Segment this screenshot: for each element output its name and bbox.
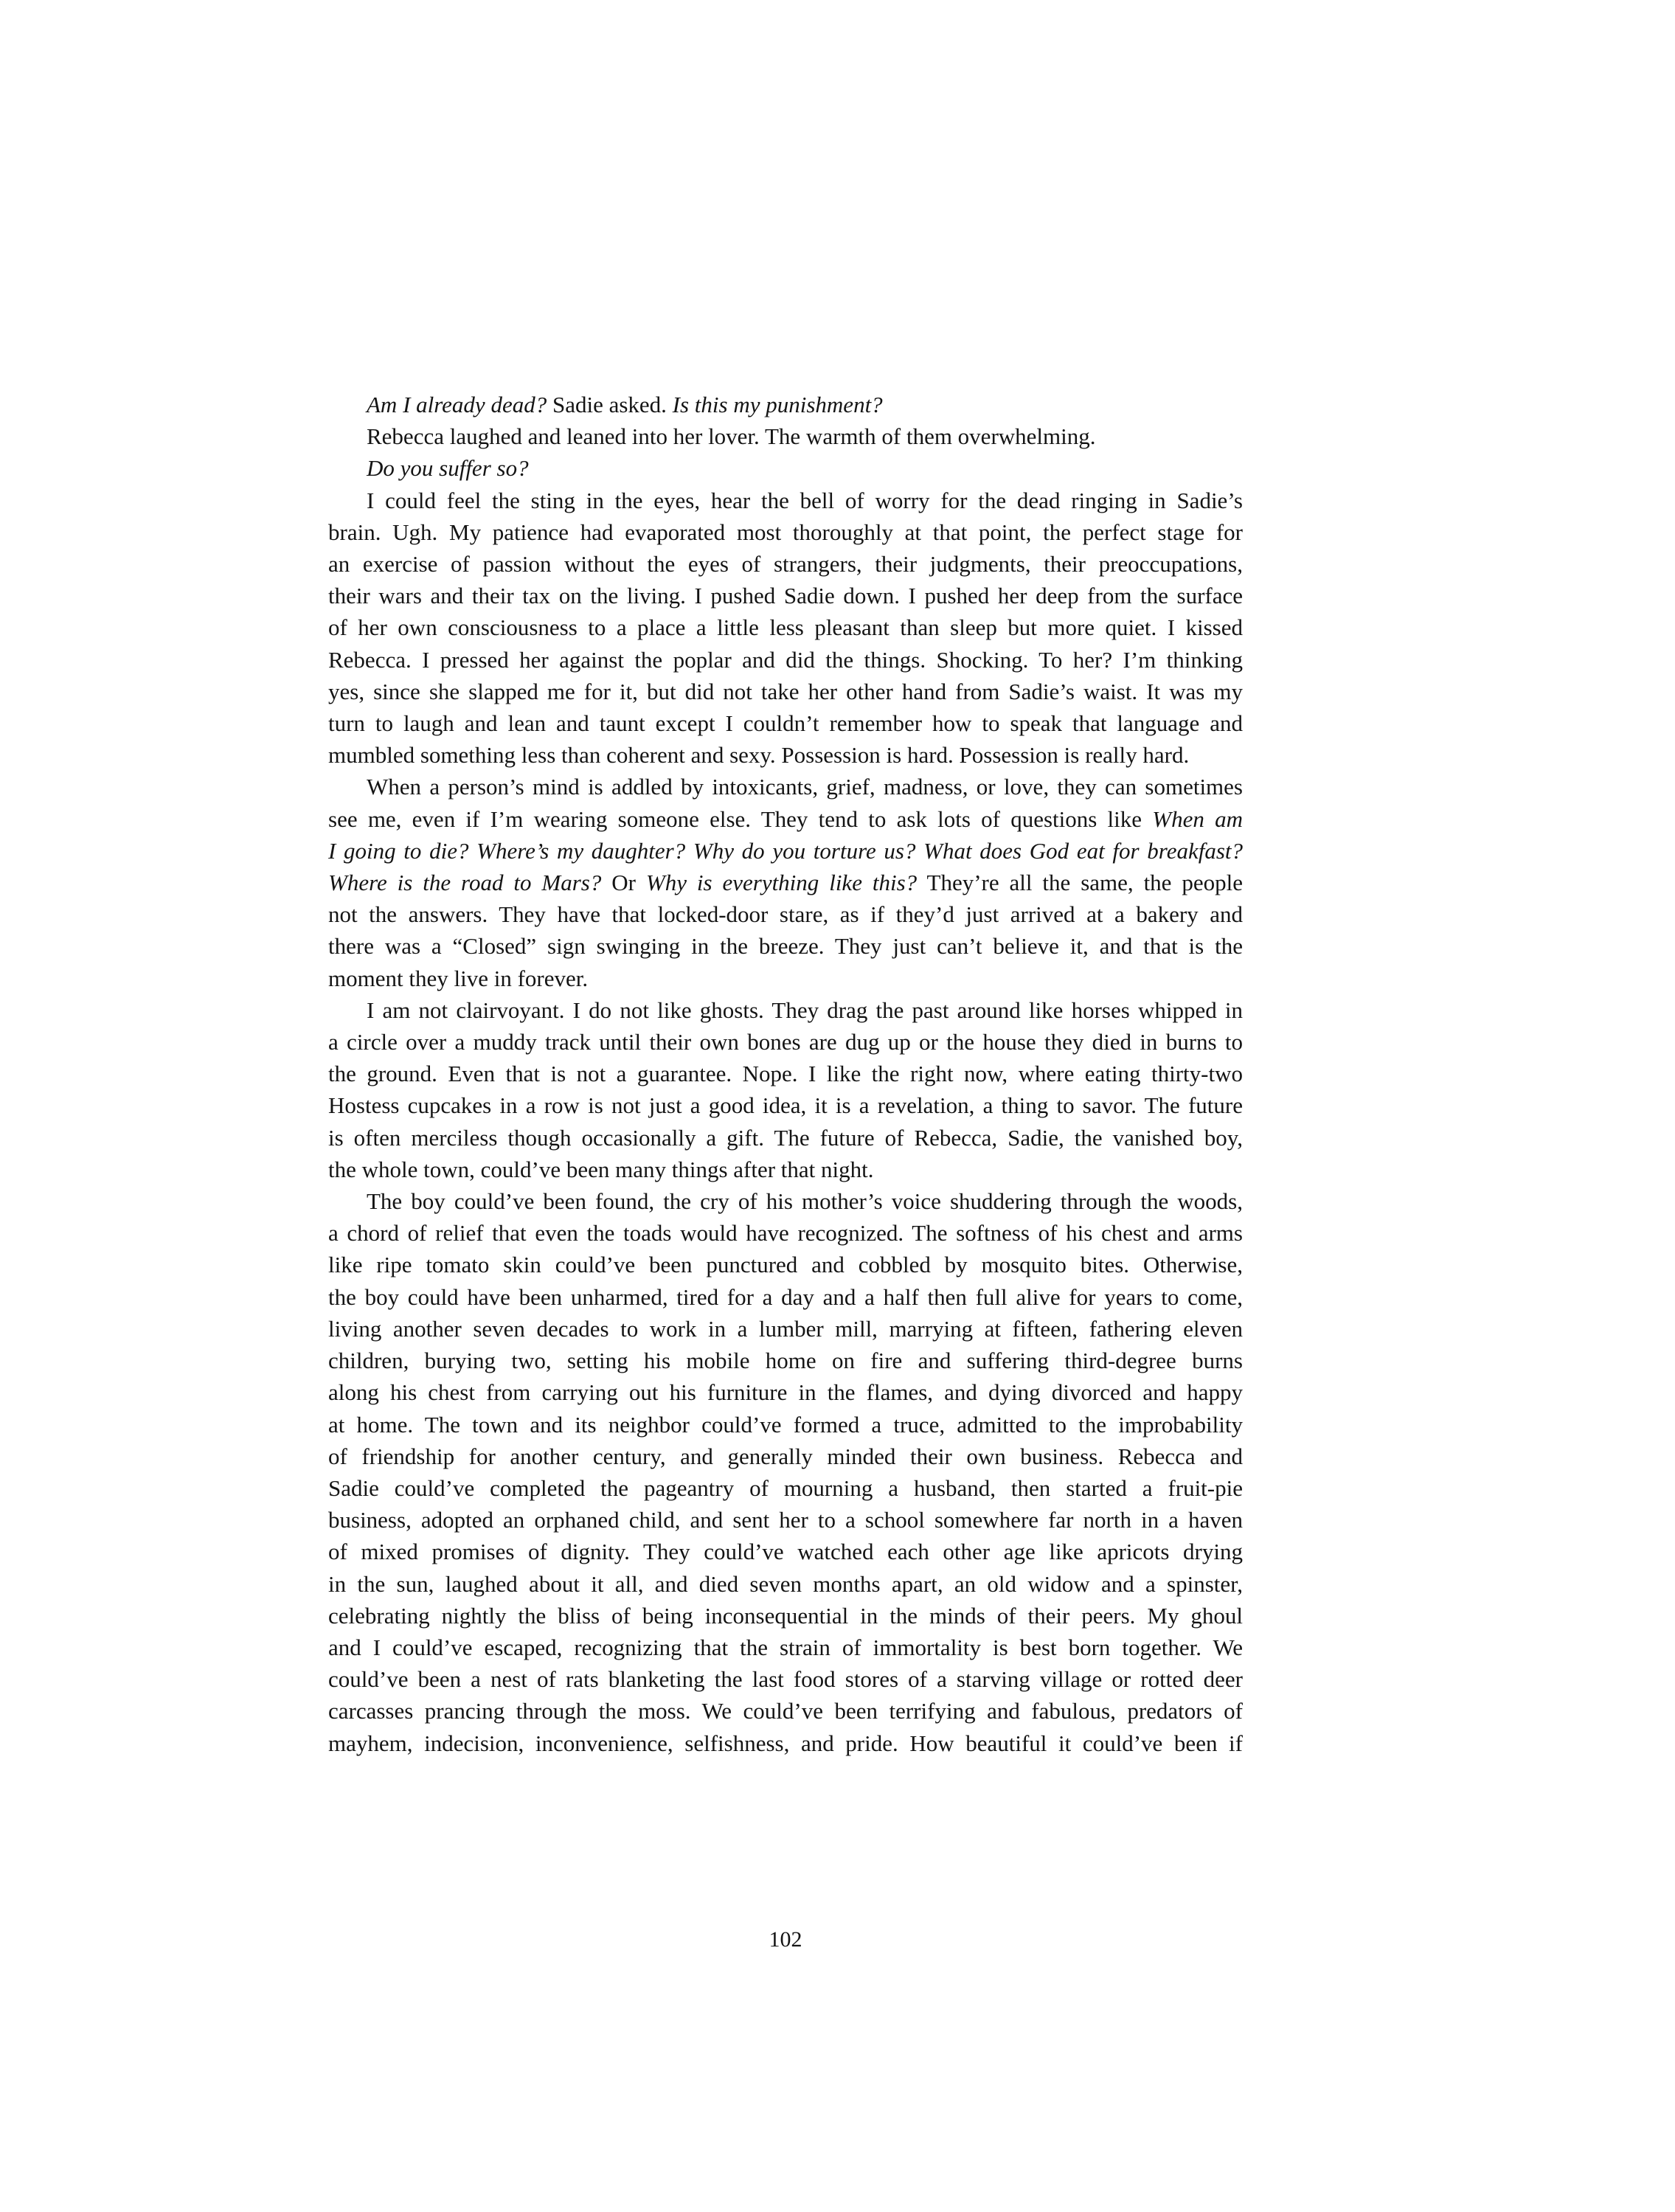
text-run: the boy could have been unharmed, tired for a day and a half then full alive for years to come, [328, 1283, 1243, 1310]
text-run: Rebecca laughed and leaned into her lover. The warmth of them overwhelming. [367, 423, 1096, 450]
paragraph [328, 389, 1243, 420]
text-line [328, 1281, 1243, 1313]
text-run: could’ve been a nest of rats blanketing the last food stores of a starving village or rotted deer [328, 1666, 1243, 1693]
paragraph [328, 485, 1243, 772]
paragraph [328, 994, 1243, 1185]
text-run: I could feel the sting in the eyes, hear the bell of worry for the dead ringing in Sadie’s [367, 487, 1243, 513]
italic-text-run: When am [1152, 805, 1243, 832]
italic-text-run: Why is everything like this? [645, 870, 918, 896]
text-line [328, 1026, 1243, 1058]
text-line [328, 1536, 1243, 1567]
text-run: a chord of relief that even the toads would have recognized. The softness of his chest and arms [328, 1220, 1243, 1247]
text-line [328, 771, 1243, 802]
text-run: business, adopted an orphaned child, and sent her to a school somewhere far north in a haven [328, 1507, 1243, 1533]
text-line [328, 739, 1243, 771]
italic-text-run: I going to die? Where’s my daughter? Why do you torture us? What does God eat for breakfast? [328, 837, 1243, 864]
text-line [328, 1600, 1243, 1632]
text-run: children, burying two, setting his mobile home on fire and suffering third-degree burns [328, 1348, 1243, 1374]
text-line [328, 1440, 1243, 1472]
paragraph [328, 1185, 1243, 1759]
text-run: like ripe tomato skin could’ve been punctured and cobbled by mosquito bites. Otherwise, [328, 1252, 1243, 1278]
italic-text-run: Am I already dead? [367, 392, 547, 417]
text-run: moment they live in forever. [328, 965, 589, 991]
text-run: the ground. Even that is not a guarantee. Nope. I like the right now, where eating thirty-two [328, 1061, 1243, 1087]
text-line [328, 835, 1243, 867]
text-line [328, 644, 1243, 676]
paragraph [328, 452, 1243, 484]
text-run: is often merciless though occasionally a gift. The future of Rebecca, Sadie, the vanished boy, [328, 1124, 1243, 1151]
text-run: turn to laugh and lean and taunt except I couldn’t remember how to speak that language and [328, 710, 1243, 737]
text-line [328, 803, 1243, 835]
text-line [328, 1058, 1243, 1089]
text-run: Rebecca. I pressed her against the poplar and did the things. Shocking. To her? I’m thinking [328, 646, 1243, 673]
text-line [328, 1376, 1243, 1408]
text-line [328, 1345, 1243, 1376]
text-line [328, 611, 1243, 643]
text-line [328, 1122, 1243, 1154]
text-line [328, 516, 1243, 548]
text-line [328, 867, 1243, 898]
text-run: along his chest from carrying out his furniture in the flames, and dying divorced and happy [328, 1379, 1243, 1406]
paragraph [328, 771, 1243, 994]
text-run: carcasses prancing through the moss. We could’ve been terrifying and fabulous, predators of [328, 1698, 1243, 1724]
text-run: Or [601, 870, 646, 896]
text-line [328, 1185, 1243, 1217]
text-line [328, 548, 1243, 580]
text-run: Sadie could’ve completed the pageantry of mourning a husband, then started a fruit-pie [328, 1474, 1243, 1501]
text-run: at home. The town and its neighbor could’ve formed a truce, admitted to the improbability [328, 1411, 1243, 1438]
text-line [328, 389, 1243, 420]
paragraph [328, 420, 1243, 452]
text-run: mumbled something less than coherent and sexy. Possession is hard. Possession is really hard. [328, 742, 1190, 769]
text-line [328, 1568, 1243, 1600]
text-run: there was a “Closed” sign swinging in the breeze. They just can’t believe it, and that is the [328, 933, 1243, 960]
text-run: their wars and their tax on the living. I pushed Sadie down. I pushed her deep from the surface [328, 583, 1243, 609]
text-line [328, 1472, 1243, 1504]
text-line [328, 485, 1243, 516]
text-run: Hostess cupcakes in a row is not just a good idea, it is a revelation, a thing to savor. The future [328, 1092, 1243, 1119]
text-line [328, 930, 1243, 962]
text-run: an exercise of passion without the eyes of strangers, their judgments, their preoccupations, [328, 551, 1243, 578]
text-run: in the sun, laughed about it all, and died seven months apart, an old widow and a spinster, [328, 1570, 1243, 1597]
text-run: When a person’s mind is addled by intoxicants, grief, madness, or love, they can sometimes [367, 774, 1243, 800]
text-line [328, 676, 1243, 707]
page-number: 102 [769, 1927, 802, 1952]
text-run: of her own consciousness to a place a little less pleasant than sleep but more quiet. I kissed [328, 614, 1243, 641]
text-run: celebrating nightly the bliss of being inconsequential in the minds of their peers. My ghoul [328, 1602, 1243, 1629]
text-line [328, 707, 1243, 739]
text-line [328, 452, 1243, 484]
text-run: a circle over a muddy track until their own bones are dug up or the house they died in burns to [328, 1029, 1243, 1055]
text-run: I am not clairvoyant. I do not like ghosts. They drag the past around like horses whipped in [367, 996, 1243, 1023]
text-line [328, 898, 1243, 930]
text-run: They’re all the same, the people [917, 870, 1243, 896]
text-line [328, 1727, 1243, 1759]
text-run: of friendship for another century, and generally minded their own business. Rebecca and [328, 1443, 1243, 1469]
text-line [328, 1632, 1243, 1663]
text-run: yes, since she slapped me for it, but did not take her other hand from Sadie’s waist. It was my [328, 678, 1243, 704]
text-run: Sadie asked. [547, 392, 673, 417]
text-line [328, 1154, 1243, 1185]
text-run: and I could’ve escaped, recognizing that the strain of immortality is best born together. We [328, 1634, 1243, 1660]
text-line [328, 994, 1243, 1026]
text-line [328, 1409, 1243, 1440]
text-block [328, 389, 1243, 1759]
text-run: living another seven decades to work in a lumber mill, marrying at fifteen, fathering eleven [328, 1315, 1243, 1342]
text-line [328, 1695, 1243, 1727]
text-run: brain. Ugh. My patience had evaporated most thoroughly at that point, the perfect stage for [328, 519, 1243, 545]
text-run: see me, even if I’m wearing someone else. They tend to ask lots of questions like [328, 805, 1153, 832]
italic-text-run: Do you suffer so? [367, 455, 529, 482]
text-run: The boy could’ve been found, the cry of his mother’s voice shuddering through the woods, [367, 1188, 1243, 1215]
text-run: of mixed promises of dignity. They could’ve watched each other age like apricots drying [328, 1539, 1243, 1565]
text-line [328, 1663, 1243, 1695]
text-line [328, 580, 1243, 611]
text-run: not the answers. They have that locked-door stare, as if they’d just arrived at a bakery and [328, 901, 1243, 928]
text-line [328, 1313, 1243, 1345]
italic-text-run: Is this my punishment? [672, 392, 883, 417]
text-line [328, 1249, 1243, 1280]
text-line [328, 963, 1243, 994]
text-line [328, 420, 1243, 452]
text-run: mayhem, indecision, inconvenience, selfishness, and pride. How beautiful it could’ve been if [328, 1730, 1243, 1756]
text-line [328, 1089, 1243, 1121]
text-line [328, 1217, 1243, 1249]
text-run: the whole town, could’ve been many things after that night. [328, 1156, 874, 1182]
italic-text-run: Where is the road to Mars? [328, 870, 602, 896]
text-line [328, 1504, 1243, 1536]
